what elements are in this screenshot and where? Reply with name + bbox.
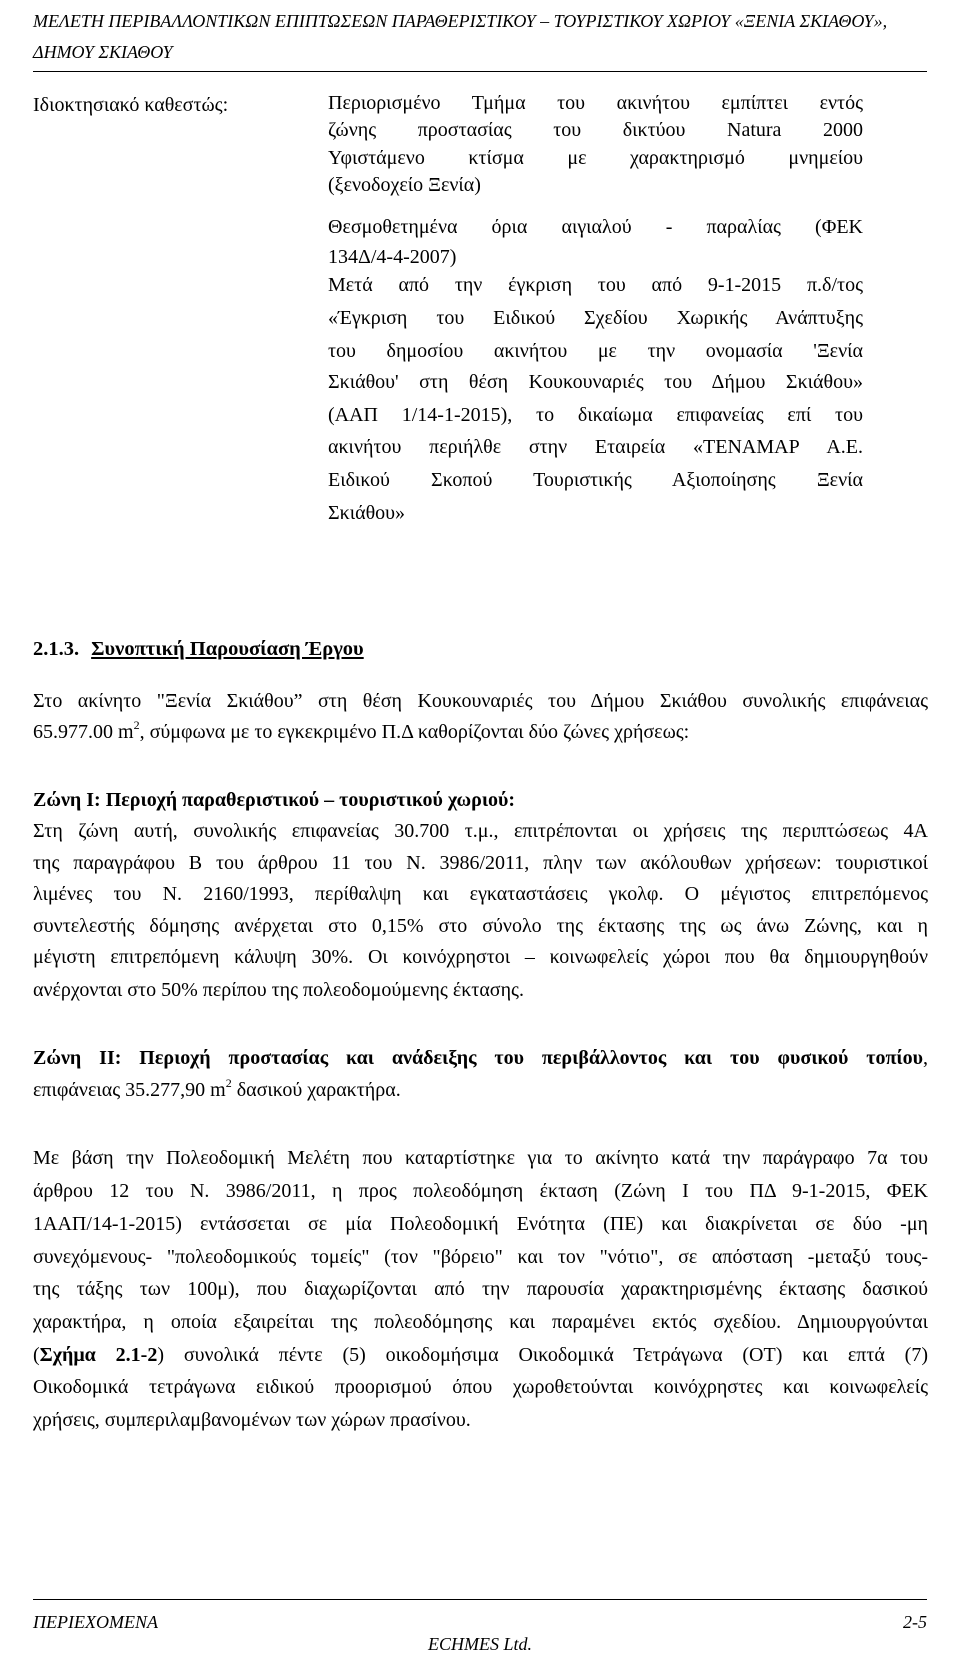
section-number: 2.1.3. [33, 638, 80, 660]
header-line-2: ΔΗΜΟΥ ΣΚΙΑΘΟΥ [33, 42, 173, 62]
intro-line: Στο ακίνητο "Ξενία Σκιάθου” στη θέση Κουκουναριές του Δήμου Σκιάθου συνολικής επιφάνειας [33, 690, 928, 712]
zone-2-heading-tail: , [923, 1047, 928, 1069]
intro-area-sup: 2 [133, 718, 140, 732]
property-status-line: Ειδικού Σκοπού Τουριστικής Αξιοποίησης Ξενία [328, 469, 863, 491]
page-number: 2-5 [903, 1612, 927, 1632]
zone-2-heading [33, 1044, 928, 1072]
figure-open: ( [33, 1344, 40, 1366]
zone-2-heading-text: Ζώνη ΙΙ: Περιοχή προστασίας και ανάδειξης του περιβάλλοντος και του φυσικού τοπίου [33, 1047, 923, 1069]
zone-1-line: συντελεστής δόμησης ανέρχεται στο 0,15% στο σύνολο της έκτασης της ως άνω Ζώνης, και η [33, 915, 928, 937]
property-status-line: ακινήτου περιήλθε στην Εταιρεία «ΤΕΝΑΜΑΡ Α.Ε. [328, 436, 863, 458]
footer-rule [33, 1599, 927, 1600]
zone-1-line: λιμένες του Ν. 2160/1993, περίθαλψη και εγκαταστάσεις γκολφ. Ο μέγιστος επιτρεπόμενος [33, 883, 928, 905]
property-status-line: Μετά από την έγκριση του από 9-1-2015 π.δ/τος [328, 274, 863, 296]
section-heading [33, 634, 364, 664]
zone-2-line [33, 1076, 928, 1104]
plan-line: 1ΑΑΠ/14-1-2015) εντάσσεται σε μία Πολεοδομική Ενότητα (ΠΕ) και διακρίνεται σε δύο -μη [33, 1213, 928, 1235]
property-status-line: 134Δ/4-4-2007) [328, 246, 457, 268]
plan-line [33, 1341, 928, 1369]
property-status-label: Ιδιοκτησιακό καθεστώς: [33, 94, 229, 116]
zone-1-line: Στη ζώνη αυτή, συνολικής επιφανείας 30.700 τ.μ., επιτρέπονται οι χρήσεις της περιπτώσεως 4Α [33, 820, 928, 842]
footer-company: ECHMES Ltd. [427, 1634, 532, 1654]
zone-2-area-sup: 2 [225, 1076, 232, 1090]
property-status-line: ζώνης προστασίας του δικτύου Natura 2000 [328, 119, 863, 141]
property-status-line: Σκιάθου' στη θέση Κουκουναριές του Δήμου Σκιάθου» [328, 371, 863, 393]
property-status-line: (ΑΑΠ 1/14-1-2015), το δικαίωμα επιφανείας επί του [328, 404, 863, 426]
intro-rest: , σύμφωνα με το εγκεκριμένο Π.Δ καθορίζονται δύο ζώνες χρήσεως: [139, 721, 690, 743]
intro-area: 65.977.00 m [33, 721, 134, 743]
intro-line [33, 718, 928, 746]
page-header [33, 6, 933, 68]
property-status-line: Υφιστάμενο κτίσμα με χαρακτηρισμό μνημείου [328, 147, 863, 169]
header-rule [33, 71, 927, 72]
plan-line: της τάξης των 100μ), που διαχωρίζονται από την παρουσία χαρακτηρισμένης έκτασης δασικού [33, 1278, 928, 1300]
property-status-line: «Έγκριση του Ειδικού Σχεδίου Χωρικής Ανάπτυξης [328, 307, 863, 329]
plan-line: συνεχόμενους- "πολεοδομικούς τομείς" (τον "βόρειο" και τον "νότιο", σε απόσταση -μεταξύ τους- [33, 1246, 928, 1268]
zone-1-line: ανέρχονται στο 50% περίπου της πολεοδομούμενης έκτασης. [33, 979, 524, 1001]
footer-section-label: ΠΕΡΙΕΧΟΜΕΝΑ [33, 1612, 158, 1632]
plan-line-7: ) συνολικά πέντε (5) οικοδομήσιμα Οικοδομικά Τετράγωνα (ΟΤ) και επτά (7) [157, 1344, 928, 1366]
zone-2-area: επιφάνειας 35.277,90 m [33, 1079, 226, 1101]
property-status-line: (ξενοδοχείο Ξενία) [328, 174, 481, 196]
property-status-line: Σκιάθου» [328, 502, 406, 524]
plan-line: άρθρου 12 του Ν. 3986/2011, η προς πολεοδόμηση έκταση (Ζώνη Ι του ΠΔ 9-1-2015, ΦΕΚ [33, 1180, 928, 1202]
zone-1-line: μέγιστη επιτρεπόμενη κάλυψη 30%. Οι κοινόχρηστοι – κοινωφελείς χώροι που θα δημιουργηθούν [33, 946, 928, 968]
plan-line: Με βάση την Πολεοδομική Μελέτη που καταρτίστηκε για το ακίνητο κατά την παράγραφο 7α του [33, 1147, 928, 1169]
plan-line: χρήσεις, συμπεριλαμβανομένων των χώρων πρασίνου. [33, 1409, 471, 1431]
property-status-line: του δημοσίου ακινήτου με την ονομασία 'Ξενία [328, 340, 863, 362]
figure-reference[interactable]: Σχήμα 2.1-2 [39, 1344, 158, 1366]
property-status-line: Περιορισμένο Τμήμα του ακινήτου εμπίπτει εντός [328, 92, 863, 114]
zone-1-heading: Ζώνη Ι: Περιοχή παραθεριστικού – τουριστικού χωριού: [33, 789, 516, 811]
zone-1-line: της παραγράφου Β του άρθρου 11 του Ν. 3986/2011, πλην των ακόλουθων χρήσεων: τουριστικοί [33, 852, 928, 874]
plan-line: Οικοδομικά τετράγωνα ειδικού προορισμού όπου χωροθετούνται κοινόχρηστες και κοινωφελείς [33, 1376, 928, 1398]
plan-line: χαρακτήρα, η οποία εξαιρείται της πολεοδόμησης και παραμένει εκτός σχεδίου. Δημιουργούνται [33, 1311, 928, 1333]
property-status-line: Θεσμοθετημένα όρια αιγιαλού - παραλίας (ΦΕΚ [328, 216, 863, 238]
zone-2-rest: δασικού χαρακτήρα. [231, 1079, 401, 1101]
section-title: Συνοπτική Παρουσίαση Έργου [91, 638, 364, 660]
header-line-1: ΜΕΛΕΤΗ ΠΕΡΙΒΑΛΛΟΝΤΙΚΩΝ ΕΠΙΠΤΩΣΕΩΝ ΠΑΡΑΘΕΡΙΣΤΙΚΟΥ – ΤΟΥΡΙΣΤΙΚΟΥ ΧΩΡΙΟΥ «ΞΕΝΙΑ ΣΚΙΑΘΟΥ», [33, 11, 888, 31]
